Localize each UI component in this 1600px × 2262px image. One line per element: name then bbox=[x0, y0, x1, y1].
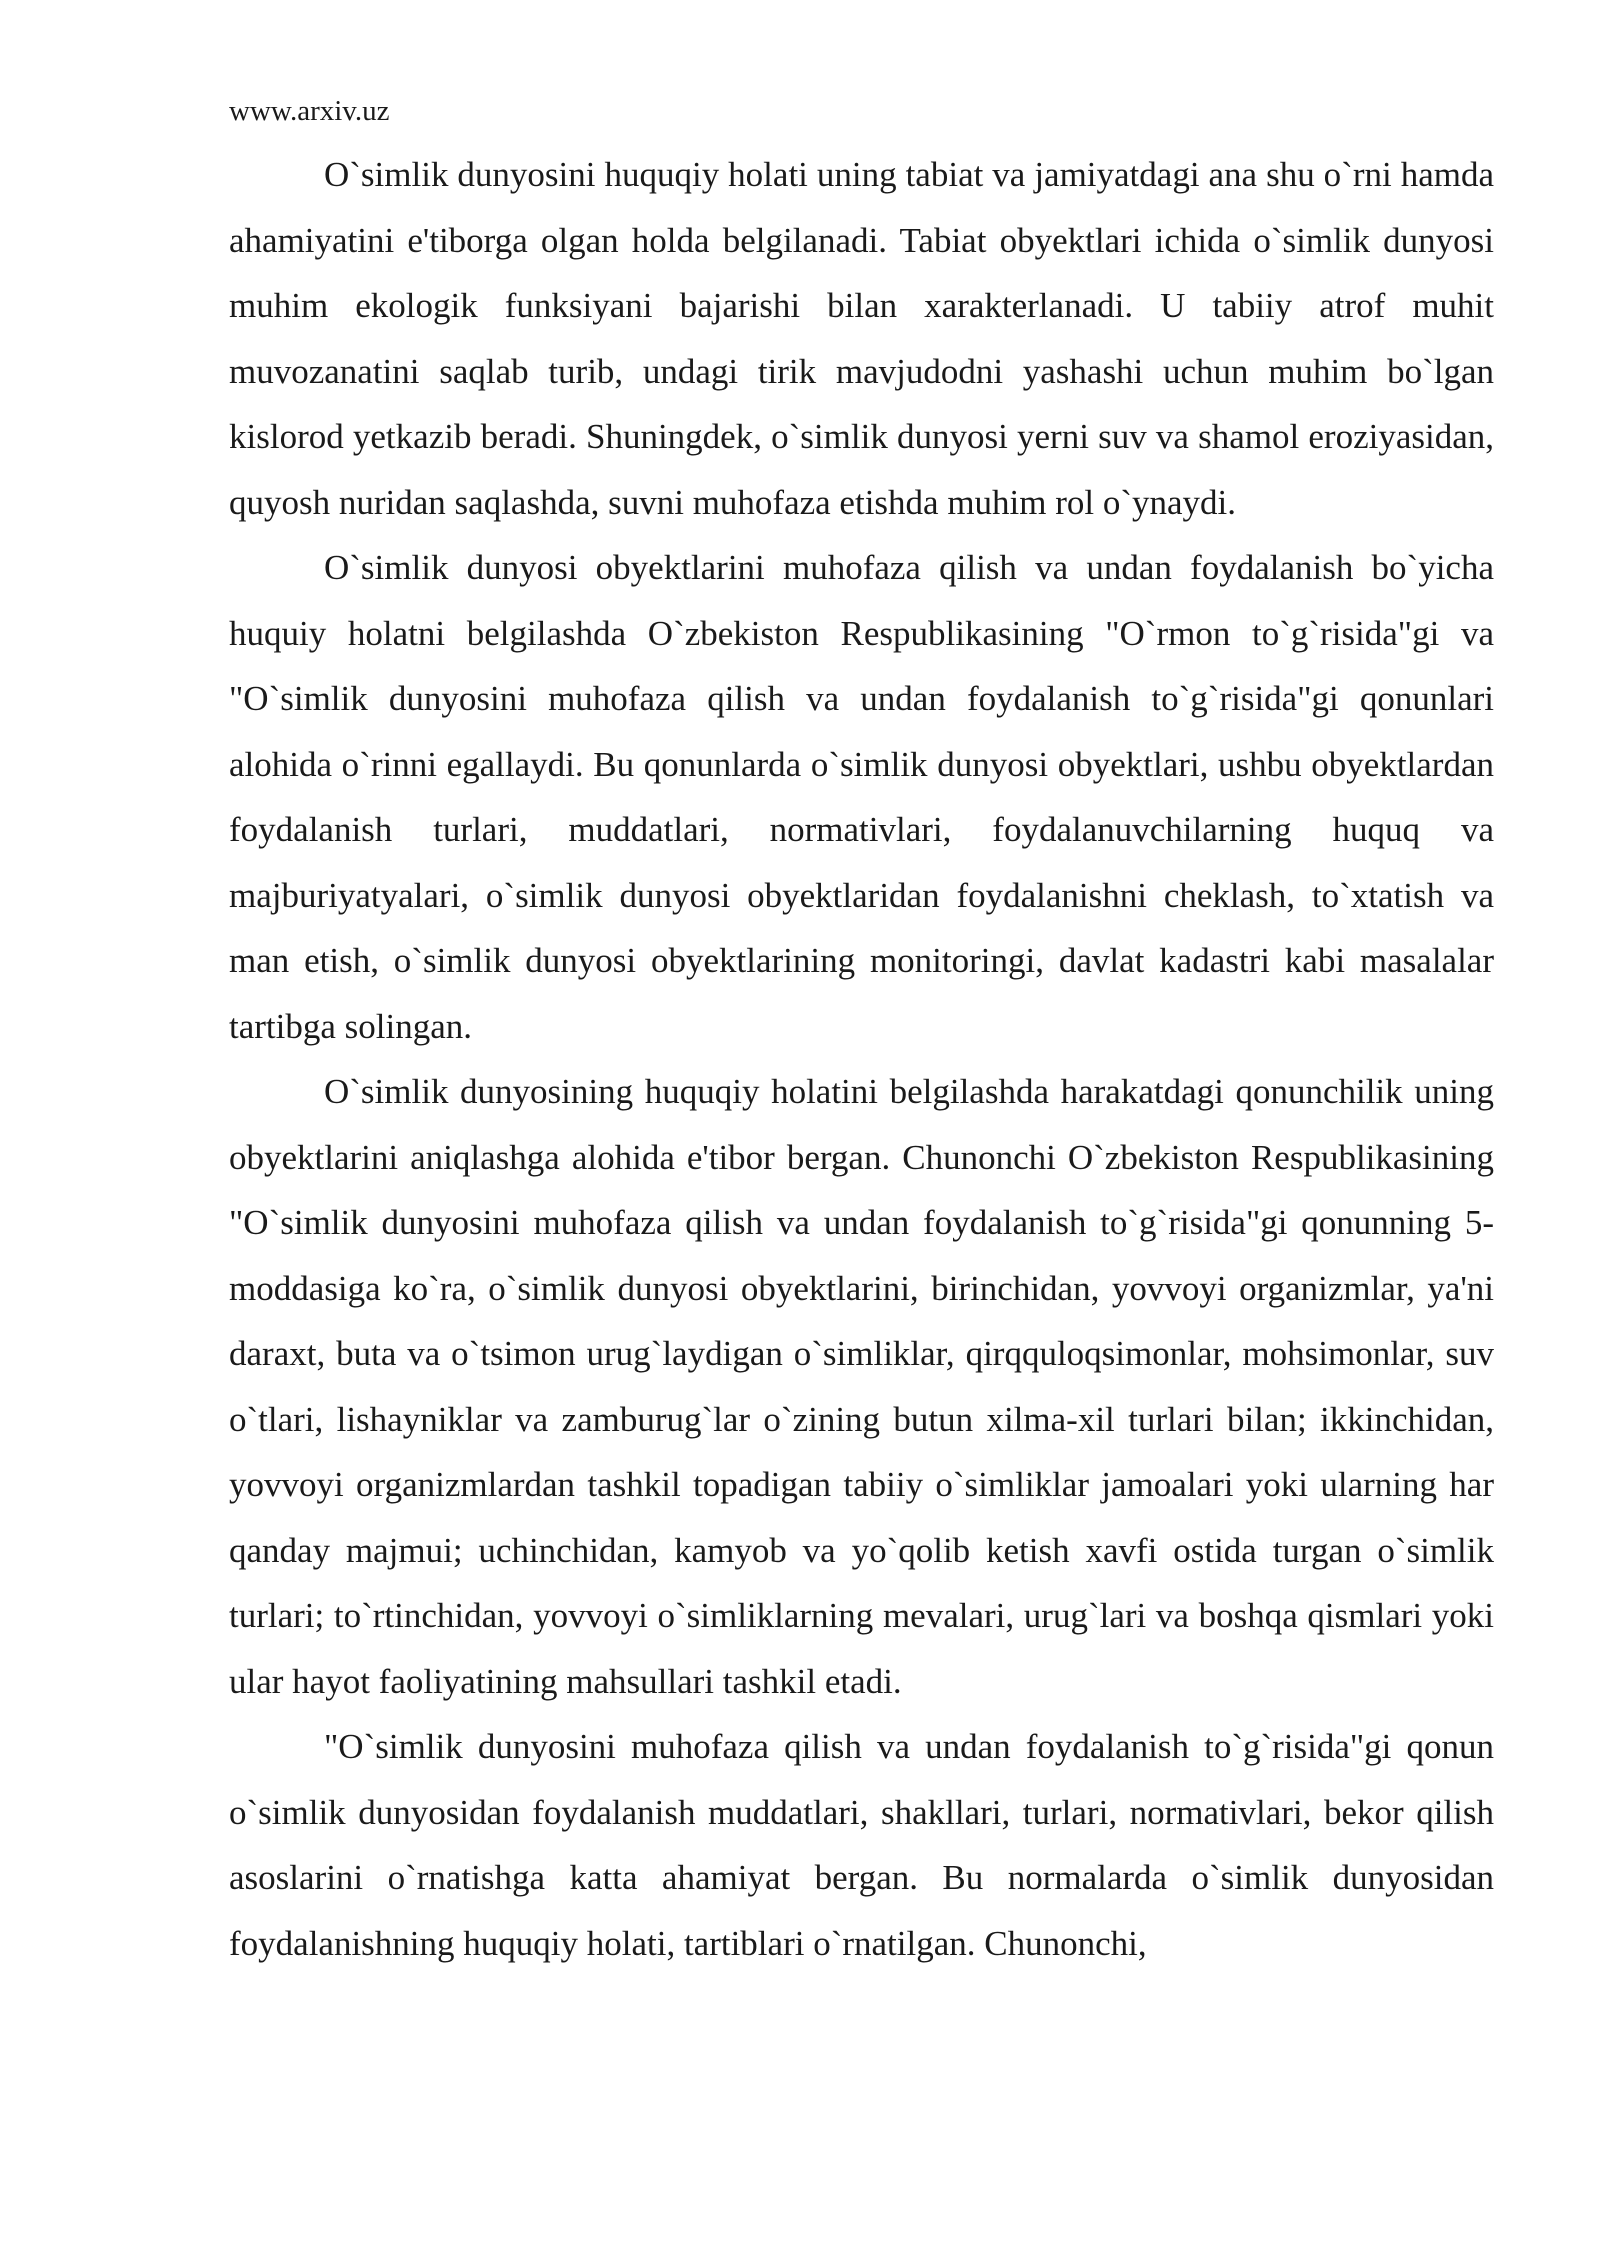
paragraph-3: O`simlik dunyosining huquqiy holatini belgilashda harakatdagi qonunchilik uning obyektlarini aniqlashga alohida e'tibor bergan. Chunonchi O`zbekiston Respublikasining "O`simlik dunyosini muhofaza qilish va undan foydalanish to`g`risida"gi qonunning 5-moddasiga ko`ra, o`simlik dunyosi obyektlarini, birinchidan, yovvoyi organizmlar, ya'ni daraxt, buta va o`tsimon urug`laydigan o`simliklar, qirqquloqsimonlar, mohsimonlar, suv o`tlari, lishayniklar va zamburug`lar o`zining butun xilma-xil turlari bilan; ikkinchidan, yovvoyi organizmlardan tashkil topadigan tabiiy o`simliklar jamoalari yoki ularning har qanday majmui; uchinchidan, kamyob va yo`qolib ketish xavfi ostida turgan o`simlik turlari; to`rtinchidan, yovvoyi o`simliklarning mevalari, urug`lari va boshqa qismlari yoki ular hayot faoliyatining mahsullari tashkil etadi. bbox=[229, 1072, 1494, 1701]
site-header: www.arxiv.uz bbox=[229, 95, 390, 127]
document-body bbox=[229, 142, 1494, 1976]
paragraph-4: "O`simlik dunyosini muhofaza qilish va undan foydalanish to`g`risida"gi qonun o`simlik dunyosidan foydalanish muddatlari, shakllari, turlari, normativlari, bekor qilish asoslarini o`rnatishga katta ahamiyat bergan. Bu normalarda o`simlik dunyosidan foydalanishning huquqiy holati, tartiblari o`rnatilgan. Chunonchi, bbox=[229, 1727, 1494, 1963]
paragraph-1: O`simlik dunyosini huquqiy holati uning tabiat va jamiyatdagi ana shu o`rni hamda ahamiyatini e'tiborga olgan holda belgilanadi. Tabiat obyektlari ichida o`simlik dunyosi muhim ekologik funksiyani bajarishi bilan xarakterlanadi. U tabiiy atrof muhit muvozanatini saqlab turib, undagi tirik mavjudodni yashashi uchun muhim bo`lgan kislorod yetkazib beradi. Shuningdek, o`simlik dunyosi yerni suv va shamol eroziyasidan, quyosh nuridan saqlashda, suvni muhofaza etishda muhim rol o`ynaydi. bbox=[229, 155, 1494, 522]
paragraph-2: O`simlik dunyosi obyektlarini muhofaza qilish va undan foydalanish bo`yicha huquiy holatni belgilashda O`zbekiston Respublikasining "O`rmon to`g`risida"gi va "O`simlik dunyosini muhofaza qilish va undan foydalanish to`g`risida"gi qonunlari alohida o`rinni egallaydi. Bu qonunlarda o`simlik dunyosi obyektlari, ushbu obyektlardan foydalanish turlari, muddatlari, normativlari, foydalanuvchilarning huquq va majburiyatyalari, o`simlik dunyosi obyektlaridan foydalanishni cheklash, to`xtatish va man etish, o`simlik dunyosi obyektlarining monitoringi, davlat kadastri kabi masalalar tartibga solingan. bbox=[229, 548, 1494, 1046]
